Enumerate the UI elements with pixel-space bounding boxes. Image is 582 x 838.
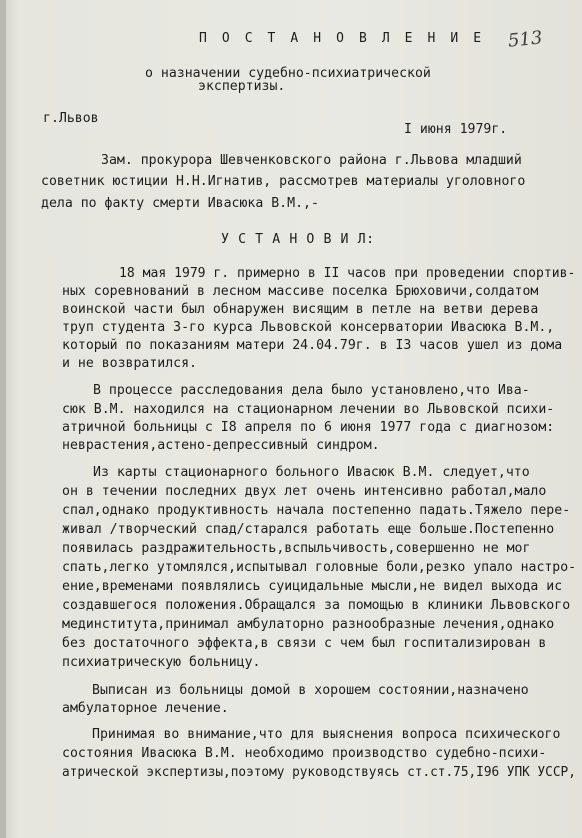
body-line: ение,временами появлялись суицидальные мысли,не видел выхода ис <box>62 579 563 594</box>
body-line: который по показаниям матери 24.04.79г. в I3 часов ушел из дома <box>62 338 563 353</box>
body-line: мединститута,принимал амбулаторно разнообразные лечения,однако <box>62 617 555 632</box>
body-line: спать,легко утомлялся,испытывал головные боли,резко упало настро- <box>62 560 577 575</box>
body-line: ных соревнований в лесном массиве поселка Брюховичи,солдатом <box>62 284 539 299</box>
intro-line-3: дела по факту смерти Ивасюка В.М.,- <box>41 196 319 211</box>
body-line: психиатрическую больницу. <box>62 655 261 670</box>
body-line: и не возвратился. <box>62 356 197 371</box>
body-line: спал,однако продуктивность начала постепенно падать.Тяжело пере- <box>62 503 571 518</box>
intro-line-2: советник юстиции Н.Н.Игнатив, рассмотрев материалы уголовного <box>41 174 526 189</box>
body-line: сюк В.М. находился на стационарном лечении во Львовской психи- <box>62 402 555 417</box>
handwritten-page-number: 513 <box>506 27 544 52</box>
body-line: он в течении последних двух лет очень интенсивно работал,мало <box>62 484 547 499</box>
body-line: Выписан из больницы домой в хорошем состоянии,назначено <box>92 683 529 698</box>
established-heading: У С Т А Н О В И Л: <box>221 232 375 247</box>
body-line: без достаточного эффекта,в связи с чем был госпитализирован в <box>62 636 547 651</box>
body-line: 18 мая 1979 г. примерно в II часов при проведении спортив- <box>119 266 576 281</box>
body-line: появилась раздражительность,вспыльчивость,совершенно не мог <box>62 541 531 556</box>
body-line: амбулаторное лечение. <box>62 701 229 716</box>
body-line: создавшегося положения.Обращался за помощью в клиники Львовского <box>62 598 571 613</box>
place: г.Львов <box>43 111 99 126</box>
subtitle-line-2: экспертизы. <box>198 79 286 94</box>
body-line: В процессе расследования дела было установлено,что Ива- <box>93 383 530 398</box>
body-line: атричной больницы с I8 апреля по 6 июня 1977 года с диагнозом: <box>62 420 555 435</box>
document-title: П О С Т А Н О В Л Е Н И Е <box>199 31 485 46</box>
body-line: воинской части был обнаружен висящим в петле на ветви дерева <box>62 302 539 317</box>
body-line: неврастения,астено-депрессивный синдром. <box>62 438 380 453</box>
body-line: атрической экспертизы,поэтому руководствуясь ст.ст.75,I96 УПК УССР, <box>62 765 576 780</box>
subtitle-line-1: о назначении судебно-психиатрической <box>145 66 431 81</box>
body-line: живал /творческий спад/старался работать еще больше.Постепенно <box>62 522 555 537</box>
body-line: труп студента 3-го курса Львовской консерватории Ивасюка В.М., <box>62 320 555 335</box>
body-line: Принимая во внимание,что для выяснения вопроса психического <box>92 727 561 742</box>
body-line: состояния Ивасюка В.М. необходимо производство судебно-психи- <box>62 746 547 761</box>
intro-line-1: Зам. прокурора Шевченковского района г.Львова младший <box>101 153 522 168</box>
body-line: Из карты стационарного больного Ивасюк В.М. следует,что <box>93 465 530 480</box>
document-date: I июня 1979г. <box>404 122 508 137</box>
page-edge-shadow <box>0 0 6 838</box>
